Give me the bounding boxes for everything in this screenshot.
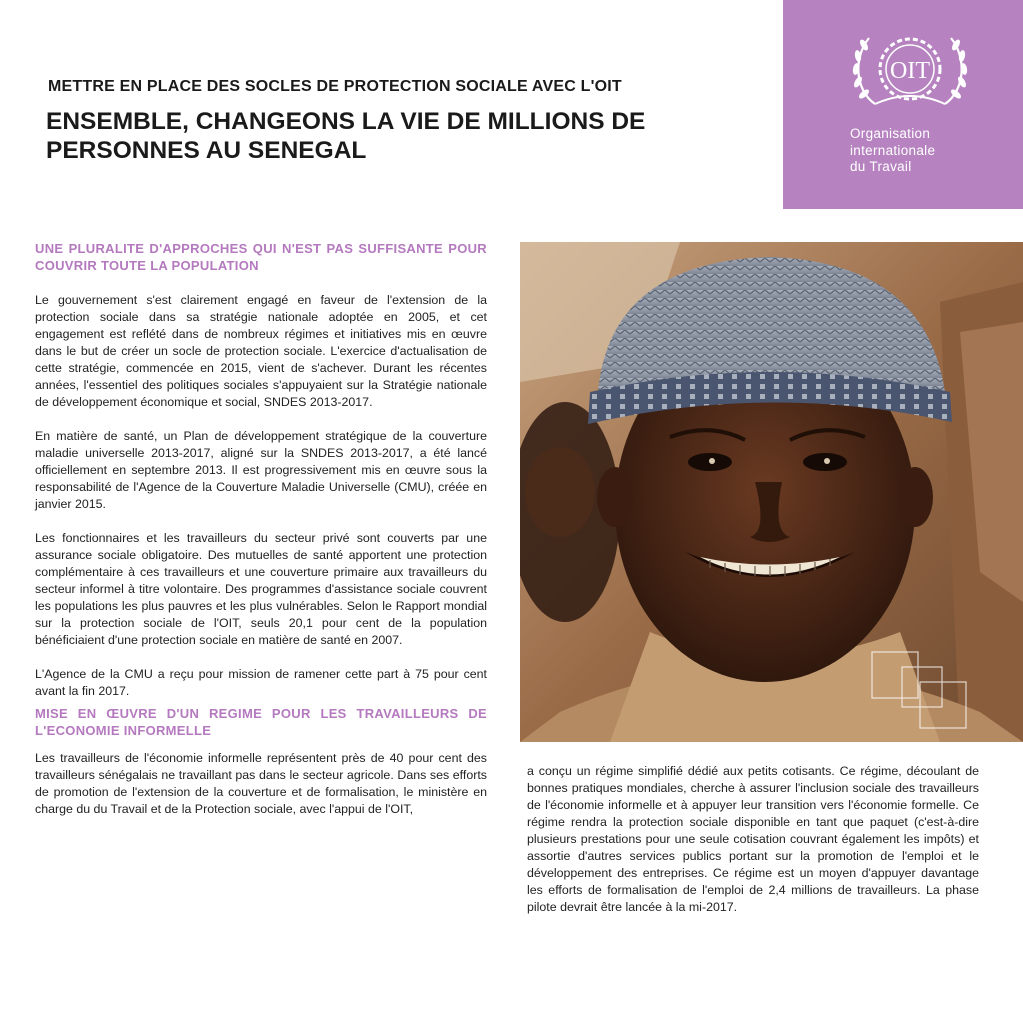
left-column [35,240,487,835]
page-title: ENSEMBLE, CHANGEONS LA VIE DE MILLIONS DE PERSONNES AU SENEGAL [46,108,646,164]
org-name-line1: Organisation [850,126,931,141]
photo-image [520,242,1023,742]
photo-smiling-boy [520,242,1023,742]
page-kicker: METTRE EN PLACE DES SOCLES DE PROTECTION SOCIALE AVEC L'OIT [48,78,622,95]
org-name-line2: internationale [850,142,936,158]
ilo-emblem-text: OIT [890,58,930,84]
org-name [850,126,1020,176]
paragraph-informal-workers: Les travailleurs de l'économie informelle représentent près de 40 pour cent des travailleurs sénégalais ne travaillant pas dans le secteur agricole. Dans ses efforts de promotion de l'extension de la couverture et de formalisation, le ministère en charge du du Travail et de la Protection sociale, avec l'appui de l'OIT, [35,751,487,816]
org-name-line3: du Travail [850,159,912,174]
paragraph-commitment: Le gouvernement s'est clairement engagé en faveur de l'extension de la protection sociale dans sa stratégie nationale adoptée en 2005, et cet engagement est reflété dans de nombreux régimes et initiatives mis en œuvre dans le but de créer un socle de protection sociale. L'exercice d'actualisation de cette stratégie, commencée en 2015, vient de s'achever. Durant les récentes années, l'essentiel des politiques sociales s'appuyaient sur la Stratégie nationale de développement économique et social, SNDES 2013-2017. [35,293,487,409]
paragraph-health-plan: En matière de santé, un Plan de développement stratégique de la couverture maladie universelle 2013-2017, aligné sur la SNDES 2013-2017, a été lancé officiellement en septembre 2013. Il est progressivement mis en œuvre sous la responsabilité de l'Agence de la Couverture Maladie Universelle (CMU), créée en janvier 2015. [35,429,487,511]
section-heading-approaches: UNE PLURALITE D'APPROCHES QUI N'EST PAS SUFFISANTE POUR COUVRIR TOUTE LA POPULATION [35,241,487,273]
ilo-emblem-icon [845,28,975,110]
right-column [527,763,979,916]
paragraph-regime-simplified: a conçu un régime simplifié dédié aux petits cotisants. Ce régime, découlant de bonnes pratiques mondiales, cherche à assurer l'inclusion sociale des travailleurs de l'économie informelle et à appuyer leur transition vers l'économie formelle. Ce régime rendra la protection sociale disponible en tant que paquet (c'est-à-dire plusieurs prestations pour une seule cotisation couvrant également les impôts) et assortie d'autres services publics portant sur la promotion de l'emploi et le développement des entreprises. Ce régime est un moyen d'appuyer davantage les efforts de formalisation de l'emploi de 2,4 millions de travailleurs. La phase pilote devrait être lancée à la mi-2017. [527,764,979,914]
paragraph-cmu-target: L'Agence de la CMU a reçu pour mission de ramener cette part à 75 pour cent avant la fin 2017. [35,667,487,698]
ilo-brand-panel [783,0,1023,209]
section-heading-informal-regime: MISE EN ŒUVRE D'UN REGIME POUR LES TRAVAILLEURS DE L'ECONOMIE INFORMELLE [35,706,487,738]
paragraph-coverage: Les fonctionnaires et les travailleurs du secteur privé sont couverts par une assurance sociale obligatoire. Des mutuelles de santé apportent une protection complémentaire à ces travailleurs et une couverture primaire aux travailleurs du secteur informel à titre volontaire. Des programmes d'assistance sociale couvrent les populations les plus pauvres et les plus vulnérables. Selon le Rapport mondial sur la protection sociale de l'OIT, seuls 20,1 pour cent de la population bénéficiaient d'une protection sociale en matière de santé en 2007. [35,531,487,647]
